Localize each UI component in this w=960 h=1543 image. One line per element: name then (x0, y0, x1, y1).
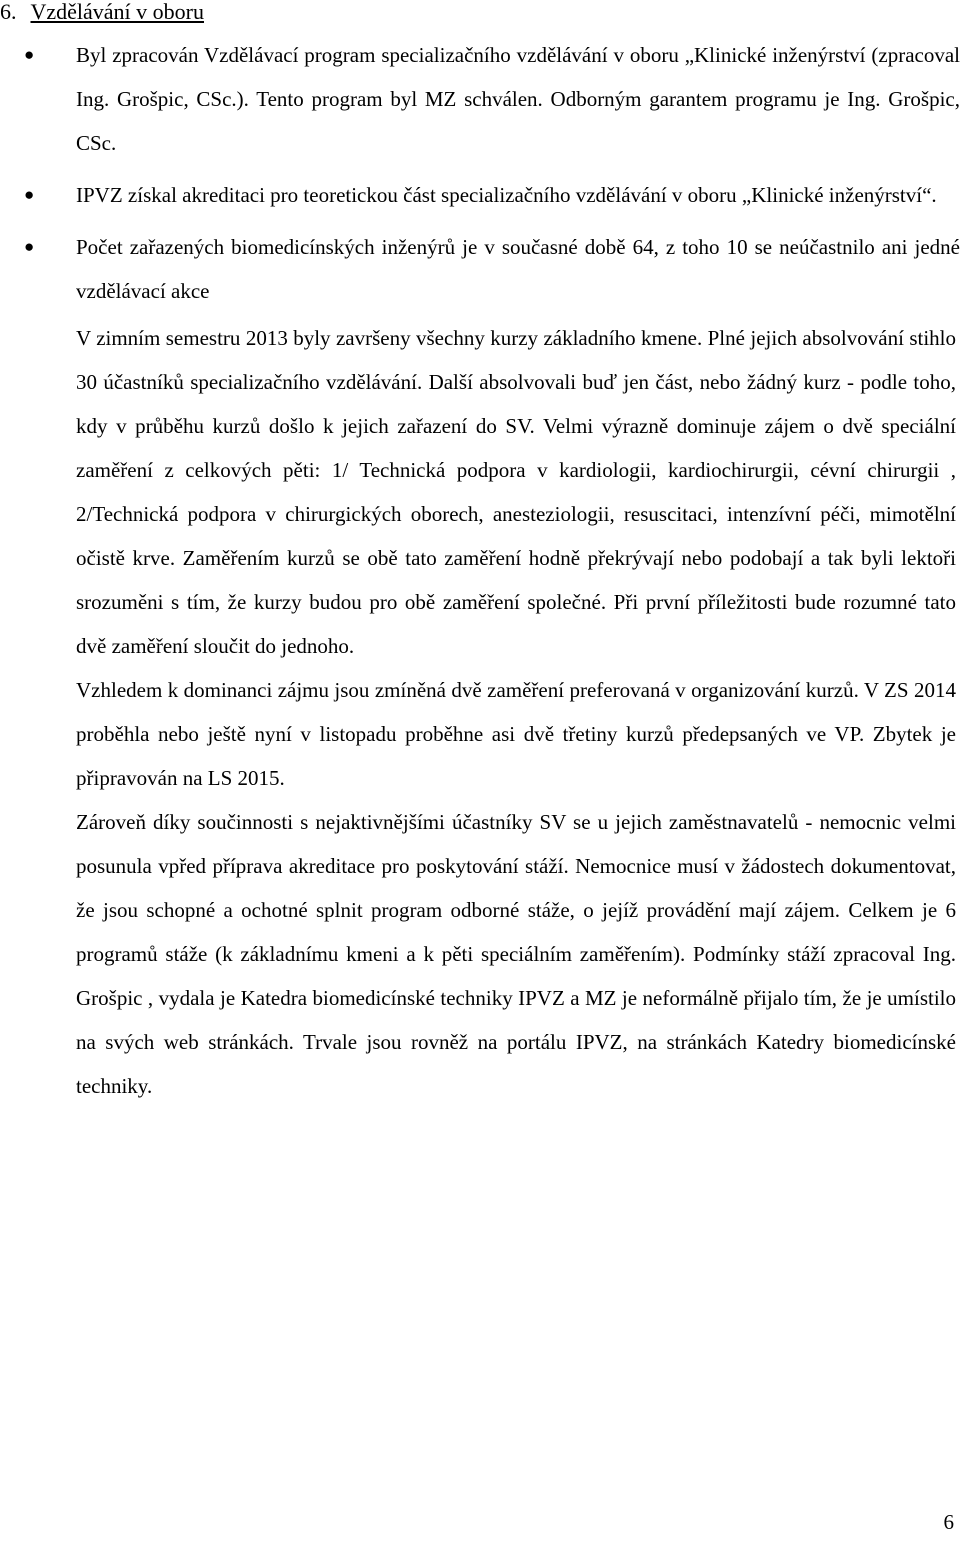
list-item (24, 225, 960, 313)
section-number: 6. (0, 0, 17, 24)
section-heading (0, 0, 204, 24)
bullet-list (24, 33, 960, 321)
bullet-icon: ● (24, 185, 35, 204)
list-item (24, 33, 960, 165)
bullet-icon: ● (24, 237, 35, 256)
page-number: 6 (943, 1510, 954, 1534)
list-item-text: IPVZ získal akreditaci pro teoretickou část specializačního vzdělávání v oboru „Klinické inženýrství“. (76, 183, 937, 207)
bullet-icon: ● (24, 45, 35, 64)
section-title: Vzdělávání v oboru (30, 0, 204, 24)
paragraph: Vzhledem k dominanci zájmu jsou zmíněná dvě zaměření preferovaná v organizování kurzů. V ZS 2014 proběhla nebo ještě nyní v listopadu proběhne asi dvě třetiny kurzů předepsaných ve VP. Zbytek je připravován na LS 2015. (76, 678, 956, 790)
paragraph: V zimním semestru 2013 byly završeny všechny kurzy základního kmene. Plné jejich absolvování stihlo 30 účastníků specializačního vzdělávání. Další absolvovali buď jen část, nebo žádný kurz - podle toho, kdy v průběhu kurzů došlo k jejich zařazení do SV. Velmi výrazně dominuje zájem o dvě speciální zaměření z celkových pěti: 1/ Technická podpora v kardiologii, kardiochirurgii, cévní chirurgii , 2/Technická podpora v chirurgických oborech, anesteziologii, resuscitaci, intenzívní péči, mimotělní očistě krve. Zaměřením kurzů se obě tato zaměření hodně překrývají nebo podobají a tak byli lektoři srozuměni s tím, že kurzy budou pro obě zaměření společné. Při první příležitosti bude rozumné tato dvě zaměření sloučit do jednoho. (76, 326, 956, 658)
list-item-text: Byl zpracován Vzdělávací program specializačního vzdělávání v oboru „Klinické inženýrství (zpracoval Ing. Grošpic, CSc.). Tento program byl MZ schválen. Odborným garantem programu je Ing. Grošpic, CSc. (76, 43, 960, 155)
list-item-text: Počet zařazených biomedicínských inženýrů je v současné době 64, z toho 10 se neúčastnilo ani jedné vzdělávací akce (76, 235, 960, 303)
paragraph: Zároveň díky součinnosti s nejaktivnějšími účastníky SV se u jejich zaměstnavatelů - nemocnic velmi posunula vpřed příprava akreditace pro poskytování stáží. Nemocnice musí v žádostech dokumentovat, že jsou schopné a ochotné splnit program odborné stáže, o jejíž provádění mají zájem. Celkem je 6 programů stáže (k základnímu kmeni a k pěti speciálním zaměřením). Podmínky stáží zpracoval Ing. Grošpic , vydala je Katedra biomedicínské techniky IPVZ a MZ je neformálně přijalo tím, že je umístilo na svých web stránkách. Trvale jsou rovněž na portálu IPVZ, na stránkách Katedry biomedicínské techniky. (76, 810, 956, 1098)
list-item (24, 173, 960, 217)
body-text (76, 316, 956, 1108)
